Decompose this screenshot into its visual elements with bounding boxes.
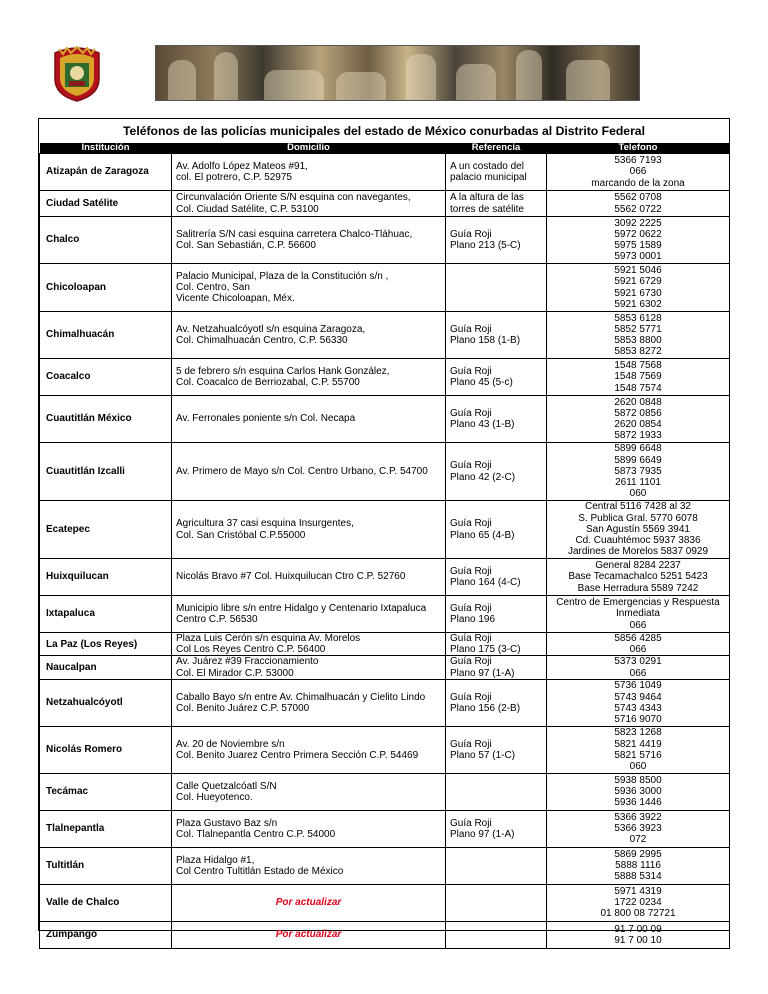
table-row [40, 726, 730, 773]
table-row [40, 154, 730, 191]
cell-institucion: Cuautitlán Izcalli [40, 443, 172, 501]
cell-telefono-line: 1548 7574 [614, 382, 662, 394]
cell-referencia [446, 396, 547, 443]
cell-domicilio-line: Salitrería S/N casi esquina carretera Chalco-Tláhuac, [176, 228, 413, 240]
cell-referencia-line: Plano 158 (1-B) [450, 335, 521, 346]
cell-telefono-line: Inmediata [616, 608, 660, 620]
cell-telefono-line: 5921 6730 [614, 287, 662, 299]
cell-telefono-line: Central 5116 7428 al 32 [584, 501, 691, 513]
cell-referencia [446, 656, 547, 679]
cell-telefono-line: 5975 1589 [614, 240, 662, 251]
cell-telefono-line: 5823 1268 [614, 727, 662, 739]
cell-domicilio-line: Col. San Sebastián, C.P. 56600 [176, 240, 316, 251]
cell-domicilio-line: 5 de febrero s/n esquina Carlos Hank González, [176, 365, 390, 377]
cell-telefono-line: Base Herradura 5589 7242 [577, 582, 699, 594]
cell-domicilio-line: Col. Tlalnepantla Centro C.P. 54000 [176, 828, 336, 840]
cell-telefono-line: 072 [629, 834, 647, 846]
cell-institucion: La Paz (Los Reyes) [40, 633, 172, 656]
cell-telefono-line: 5872 1933 [614, 430, 662, 442]
police-banner-image [155, 45, 640, 101]
cell-domicilio-line: Plaza Luis Cerón s/n esquina Av. Morelos [176, 633, 361, 644]
cell-referencia-line: Plano 43 (1-B) [450, 419, 515, 430]
cell-telefono [547, 596, 730, 633]
cell-telefono-line: 5366 3922 [614, 812, 662, 823]
cell-referencia-line: torres de satélite [450, 203, 524, 215]
cell-telefono [547, 396, 730, 443]
cell-telefono-line: marcando de la zona [591, 177, 685, 189]
table-row [40, 501, 730, 559]
cell-referencia [446, 559, 547, 596]
table-row [40, 264, 730, 312]
cell-telefono-line: 060 [629, 761, 647, 773]
cell-telefono-line: 5899 6649 [614, 454, 662, 466]
cell-telefono [547, 359, 730, 396]
cell-telefono-line: General 8284 2237 [595, 560, 681, 572]
cell-referencia [446, 191, 547, 217]
cell-domicilio [172, 921, 446, 948]
cell-domicilio-line: Col. Hueyotenco. [176, 791, 253, 803]
cell-domicilio-line: Col. San Cristóbal C.P.55000 [176, 529, 306, 541]
cell-telefono-line: 1548 7568 [614, 360, 662, 372]
cell-referencia-line: Guía Roji [450, 738, 492, 750]
cell-telefono [547, 217, 730, 264]
cell-domicilio [172, 884, 446, 921]
table-row [40, 396, 730, 443]
cell-telefono-line: 5821 4419 [614, 738, 662, 750]
cell-referencia [446, 633, 547, 656]
cell-domicilio-line: Col. Ciudad Satélite, C.P. 53100 [176, 203, 319, 215]
cell-institucion: Valle de Chalco [40, 884, 172, 921]
cell-telefono-line: 5936 1446 [614, 797, 662, 809]
cell-telefono [547, 443, 730, 501]
cell-telefono [547, 559, 730, 596]
cell-referencia-line: A un costado del [450, 160, 524, 172]
cell-institucion: Tlalnepantla [40, 810, 172, 847]
cell-referencia-line: Plano 175 (3-C) [450, 644, 521, 656]
cell-domicilio [172, 726, 446, 773]
cell-telefono-line: 5716 9070 [614, 714, 662, 726]
cell-domicilio-line: Vicente Chicoloapan, Méx. [176, 293, 295, 305]
header-telefono: Telefono [547, 143, 730, 154]
table-row [40, 633, 730, 656]
cell-referencia-line: Plano 97 (1-A) [450, 828, 515, 840]
cell-referencia-line: Plano 156 (2-B) [450, 702, 521, 714]
cell-telefono-line: 5736 1049 [614, 680, 662, 692]
cell-institucion: Tultitlán [40, 847, 172, 884]
table-header-row [40, 143, 730, 154]
cell-referencia-line: Guía Roji [450, 365, 492, 377]
cell-telefono-line: 2620 0848 [614, 396, 662, 408]
cell-domicilio-line: Col. Coacalco de Berriozabal, C.P. 55700 [176, 377, 360, 388]
cell-telefono-line: 2620 0854 [614, 419, 662, 430]
cell-domicilio-line: Av. 20 de Noviembre s/n [176, 738, 285, 750]
cell-domicilio-line: Por actualizar [275, 929, 342, 941]
cell-telefono-line: 5921 6729 [614, 276, 662, 288]
cell-referencia-line: Plano 42 (2-C) [450, 471, 516, 483]
cell-telefono-line: 5852 5771 [614, 323, 662, 335]
cell-domicilio-line: Av. Primero de Mayo s/n Col. Centro Urbano, C.P. 54700 [176, 465, 428, 477]
cell-telefono [547, 847, 730, 884]
cell-telefono-line: 5888 5314 [614, 871, 662, 883]
cell-telefono-line: 5853 6128 [614, 312, 662, 324]
cell-domicilio [172, 359, 446, 396]
table-row [40, 596, 730, 633]
cell-telefono-line: 066 [629, 619, 647, 631]
cell-telefono-line: San Agustín 5569 3941 [586, 523, 690, 535]
cell-domicilio [172, 596, 446, 633]
cell-referencia-line: Guía Roji [450, 602, 492, 614]
table-row [40, 191, 730, 217]
cell-telefono [547, 679, 730, 726]
cell-referencia-line: Guía Roji [450, 518, 492, 530]
cell-institucion: Nicolás Romero [40, 726, 172, 773]
cell-telefono-line: 5921 6302 [614, 298, 662, 310]
cell-institucion: Chalco [40, 217, 172, 264]
cell-referencia-line: Guía Roji [450, 228, 492, 240]
cell-institucion: Cuautitlán México [40, 396, 172, 443]
table-row [40, 921, 730, 948]
cell-domicilio-line: Palacio Municipal, Plaza de la Constitución s/n , [176, 270, 389, 282]
cell-telefono-line: 5873 7935 [614, 465, 662, 477]
cell-referencia-line: Plano 196 [450, 614, 496, 625]
cell-referencia-line: A la altura de las [450, 192, 524, 204]
cell-referencia [446, 312, 547, 359]
cell-institucion: Huixquilucan [40, 559, 172, 596]
cell-telefono-line: 3092 2225 [614, 217, 662, 229]
cell-institucion: Ixtapaluca [40, 596, 172, 633]
cell-domicilio [172, 443, 446, 501]
cell-referencia [446, 443, 547, 501]
cell-domicilio [172, 679, 446, 726]
cell-referencia-line: Plano 97 (1-A) [450, 667, 515, 679]
cell-telefono [547, 810, 730, 847]
cell-domicilio [172, 773, 446, 810]
cell-institucion: Atizapán de Zaragoza [40, 154, 172, 191]
cell-referencia-line: Plano 164 (4-C) [450, 577, 521, 588]
table-row [40, 773, 730, 810]
cell-domicilio-line: Col. Benito Juárez C.P. 57000 [176, 702, 310, 714]
cell-domicilio [172, 847, 446, 884]
cell-telefono-line: 1722 0234 [614, 897, 662, 909]
cell-domicilio [172, 191, 446, 217]
cell-referencia-line: palacio municipal [450, 172, 527, 183]
cell-referencia [446, 847, 547, 884]
cell-telefono-line: 5562 0708 [614, 192, 662, 204]
cell-domicilio [172, 312, 446, 359]
cell-telefono [547, 884, 730, 921]
header-domicilio: Domicilio [172, 143, 446, 154]
table-row [40, 312, 730, 359]
cell-telefono-line: 5743 4343 [614, 702, 662, 714]
cell-telefono-line: 5971 4319 [614, 886, 662, 897]
cell-domicilio [172, 633, 446, 656]
cell-domicilio-line: Calle Quetzalcóatl S/N [176, 780, 277, 792]
document-title: Teléfonos de las policías municipales del estado de México conurbadas al Distrito Federal [123, 124, 645, 138]
cell-referencia [446, 596, 547, 633]
cell-institucion: Ciudad Satélite [40, 191, 172, 217]
cell-telefono [547, 312, 730, 359]
cell-telefono [547, 501, 730, 559]
header-referencia: Referencia [446, 143, 547, 154]
cell-domicilio-line: Municipio libre s/n entre Hidalgo y Centenario Ixtapaluca [176, 602, 427, 614]
cell-telefono-line: 01 800 08 72721 [600, 908, 676, 920]
cell-telefono-line: Cd. Cuauhtémoc 5937 3836 [575, 535, 701, 547]
cell-telefono [547, 656, 730, 679]
cell-domicilio [172, 264, 446, 312]
cell-telefono-line: 5972 0622 [614, 228, 662, 240]
cell-telefono [547, 921, 730, 948]
cell-domicilio [172, 501, 446, 559]
cell-referencia-line: Guía Roji [450, 407, 492, 419]
cell-referencia [446, 884, 547, 921]
cell-telefono [547, 191, 730, 217]
cell-telefono-line: 5856 4285 [614, 633, 662, 644]
cell-telefono-line: 060 [629, 488, 647, 500]
cell-domicilio-line: Circunvalación Oriente S/N esquina con navegantes, [176, 192, 411, 204]
cell-domicilio [172, 656, 446, 679]
cell-telefono-line: Base Tecamachalco 5251 5423 [568, 571, 708, 583]
table-row [40, 810, 730, 847]
cell-referencia [446, 264, 547, 312]
cell-domicilio [172, 396, 446, 443]
cell-telefono-line: 5853 8800 [614, 335, 662, 346]
cell-institucion: Ecatepec [40, 501, 172, 559]
cell-referencia [446, 359, 547, 396]
cell-telefono [547, 264, 730, 312]
cell-domicilio-line: Col. Centro, San [176, 281, 250, 293]
cell-telefono [547, 154, 730, 191]
cell-domicilio-line: Av. Adolfo López Mateos #91, [176, 160, 308, 172]
cell-telefono-line: 91 7 00 09 [614, 923, 662, 935]
cell-domicilio-line: Av. Ferronales poniente s/n Col. Necapa [176, 413, 356, 425]
cell-telefono-line: Jardines de Morelos 5837 0929 [567, 546, 709, 558]
cell-domicilio [172, 810, 446, 847]
cell-telefono [547, 633, 730, 656]
cell-domicilio-line: col. El potrero, C.P. 52975 [176, 172, 292, 183]
table-row [40, 359, 730, 396]
cell-institucion: Coacalco [40, 359, 172, 396]
cell-domicilio-line: Col Centro Tultitlán Estado de México [176, 865, 344, 877]
cell-referencia [446, 679, 547, 726]
table-row [40, 679, 730, 726]
cell-referencia [446, 154, 547, 191]
header-institucion: Institución [40, 143, 172, 154]
cell-telefono-line: 5872 0856 [614, 407, 662, 419]
cell-telefono-line: 5366 7193 [614, 155, 662, 167]
cell-referencia-line: Guía Roji [450, 691, 492, 703]
cell-referencia [446, 501, 547, 559]
cell-domicilio-line: Av. Juárez #39 Fraccionamiento [176, 656, 319, 668]
cell-telefono-line: 5869 2995 [614, 849, 662, 860]
cell-domicilio [172, 559, 446, 596]
cell-domicilio-line: Caballo Bayo s/n entre Av. Chimalhuacán y Cielito Lindo [176, 691, 426, 703]
cell-referencia-line: Guía Roji [450, 460, 492, 472]
cell-domicilio-line: Centro C.P. 56530 [176, 614, 258, 625]
cell-telefono-line: 5938 8500 [614, 775, 662, 786]
police-phone-table-frame [38, 118, 730, 946]
cell-domicilio [172, 217, 446, 264]
cell-domicilio-line: Agricultura 37 casi esquina Insurgentes, [176, 518, 354, 530]
state-seal-logo [49, 45, 105, 103]
cell-telefono-line: 066 [629, 166, 647, 178]
cell-referencia-line: Guía Roji [450, 633, 492, 644]
cell-referencia [446, 217, 547, 264]
cell-telefono-line: 1548 7569 [614, 371, 662, 383]
cell-domicilio-line: Plaza Gustavo Baz s/n [176, 817, 278, 829]
cell-referencia-line: Guía Roji [450, 656, 492, 668]
cell-referencia [446, 773, 547, 810]
cell-domicilio-line: Av. Netzahualcóyotl s/n esquina Zaragoza, [176, 323, 366, 335]
cell-referencia-line: Plano 65 (4-B) [450, 529, 515, 541]
cell-institucion: Chimalhuacán [40, 312, 172, 359]
table-row [40, 847, 730, 884]
cell-telefono-line: 5936 3000 [614, 786, 662, 798]
cell-institucion: Chicoloapan [40, 264, 172, 312]
cell-domicilio-line: Col. Chimalhuacán Centro, C.P. 56330 [176, 335, 348, 346]
cell-telefono [547, 773, 730, 810]
table-row [40, 443, 730, 501]
cell-telefono-line: 5562 0722 [614, 203, 662, 215]
cell-referencia [446, 726, 547, 773]
table-row [40, 884, 730, 921]
cell-telefono-line: 5973 0001 [614, 251, 662, 263]
cell-referencia-line: Guía Roji [450, 565, 492, 577]
cell-institucion: Naucalpan [40, 656, 172, 679]
cell-institucion: Tecámac [40, 773, 172, 810]
cell-institucion: Netzahualcóyotl [40, 679, 172, 726]
cell-telefono-line: 5366 3923 [614, 823, 662, 835]
cell-referencia-line: Plano 57 (1-C) [450, 749, 516, 761]
cell-domicilio-line: Col. Benito Juarez Centro Primera Sección C.P. 54469 [176, 749, 419, 761]
cell-domicilio-line: Nicolás Bravo #7 Col. Huixquilucan Ctro C.P. 52760 [176, 571, 406, 583]
cell-telefono-line: S. Publica Gral. 5770 6078 [578, 512, 698, 524]
table-row [40, 559, 730, 596]
cell-telefono [547, 726, 730, 773]
cell-domicilio-line: Plaza Hidalgo #1, [176, 854, 255, 866]
cell-telefono-line: 91 7 00 10 [614, 934, 662, 946]
cell-domicilio-line: Col Los Reyes Centro C.P. 56400 [176, 644, 326, 656]
cell-referencia [446, 810, 547, 847]
cell-telefono-line: 5853 8272 [614, 346, 662, 358]
cell-telefono-line: 066 [629, 644, 647, 656]
cell-telefono-line: Centro de Emergencias y Respuesta [556, 597, 720, 609]
cell-referencia-line: Plano 213 (5-C) [450, 240, 521, 251]
cell-domicilio-line: Por actualizar [275, 897, 342, 909]
cell-telefono-line: 5821 5716 [614, 749, 662, 761]
cell-telefono-line: 5373 0291 [614, 656, 662, 668]
cell-referencia-line: Guía Roji [450, 817, 492, 829]
cell-referencia [446, 921, 547, 948]
cell-telefono-line: 2611 1101 [615, 477, 661, 489]
cell-domicilio [172, 154, 446, 191]
cell-institucion: Zumpango [40, 921, 172, 948]
cell-domicilio-line: Col. El Mirador C.P. 53000 [176, 667, 294, 679]
cell-telefono-line: 5888 1116 [615, 860, 661, 872]
cell-telefono-line: 066 [629, 667, 647, 679]
table-row [40, 656, 730, 679]
cell-telefono-line: 5743 9464 [614, 691, 662, 703]
cell-referencia-line: Plano 45 (5-c) [450, 377, 513, 388]
cell-referencia-line: Guía Roji [450, 323, 492, 335]
cell-telefono-line: 5921 5046 [614, 265, 662, 277]
table-row [40, 217, 730, 264]
cell-telefono-line: 5899 6648 [614, 443, 662, 455]
police-phone-table [39, 143, 730, 949]
